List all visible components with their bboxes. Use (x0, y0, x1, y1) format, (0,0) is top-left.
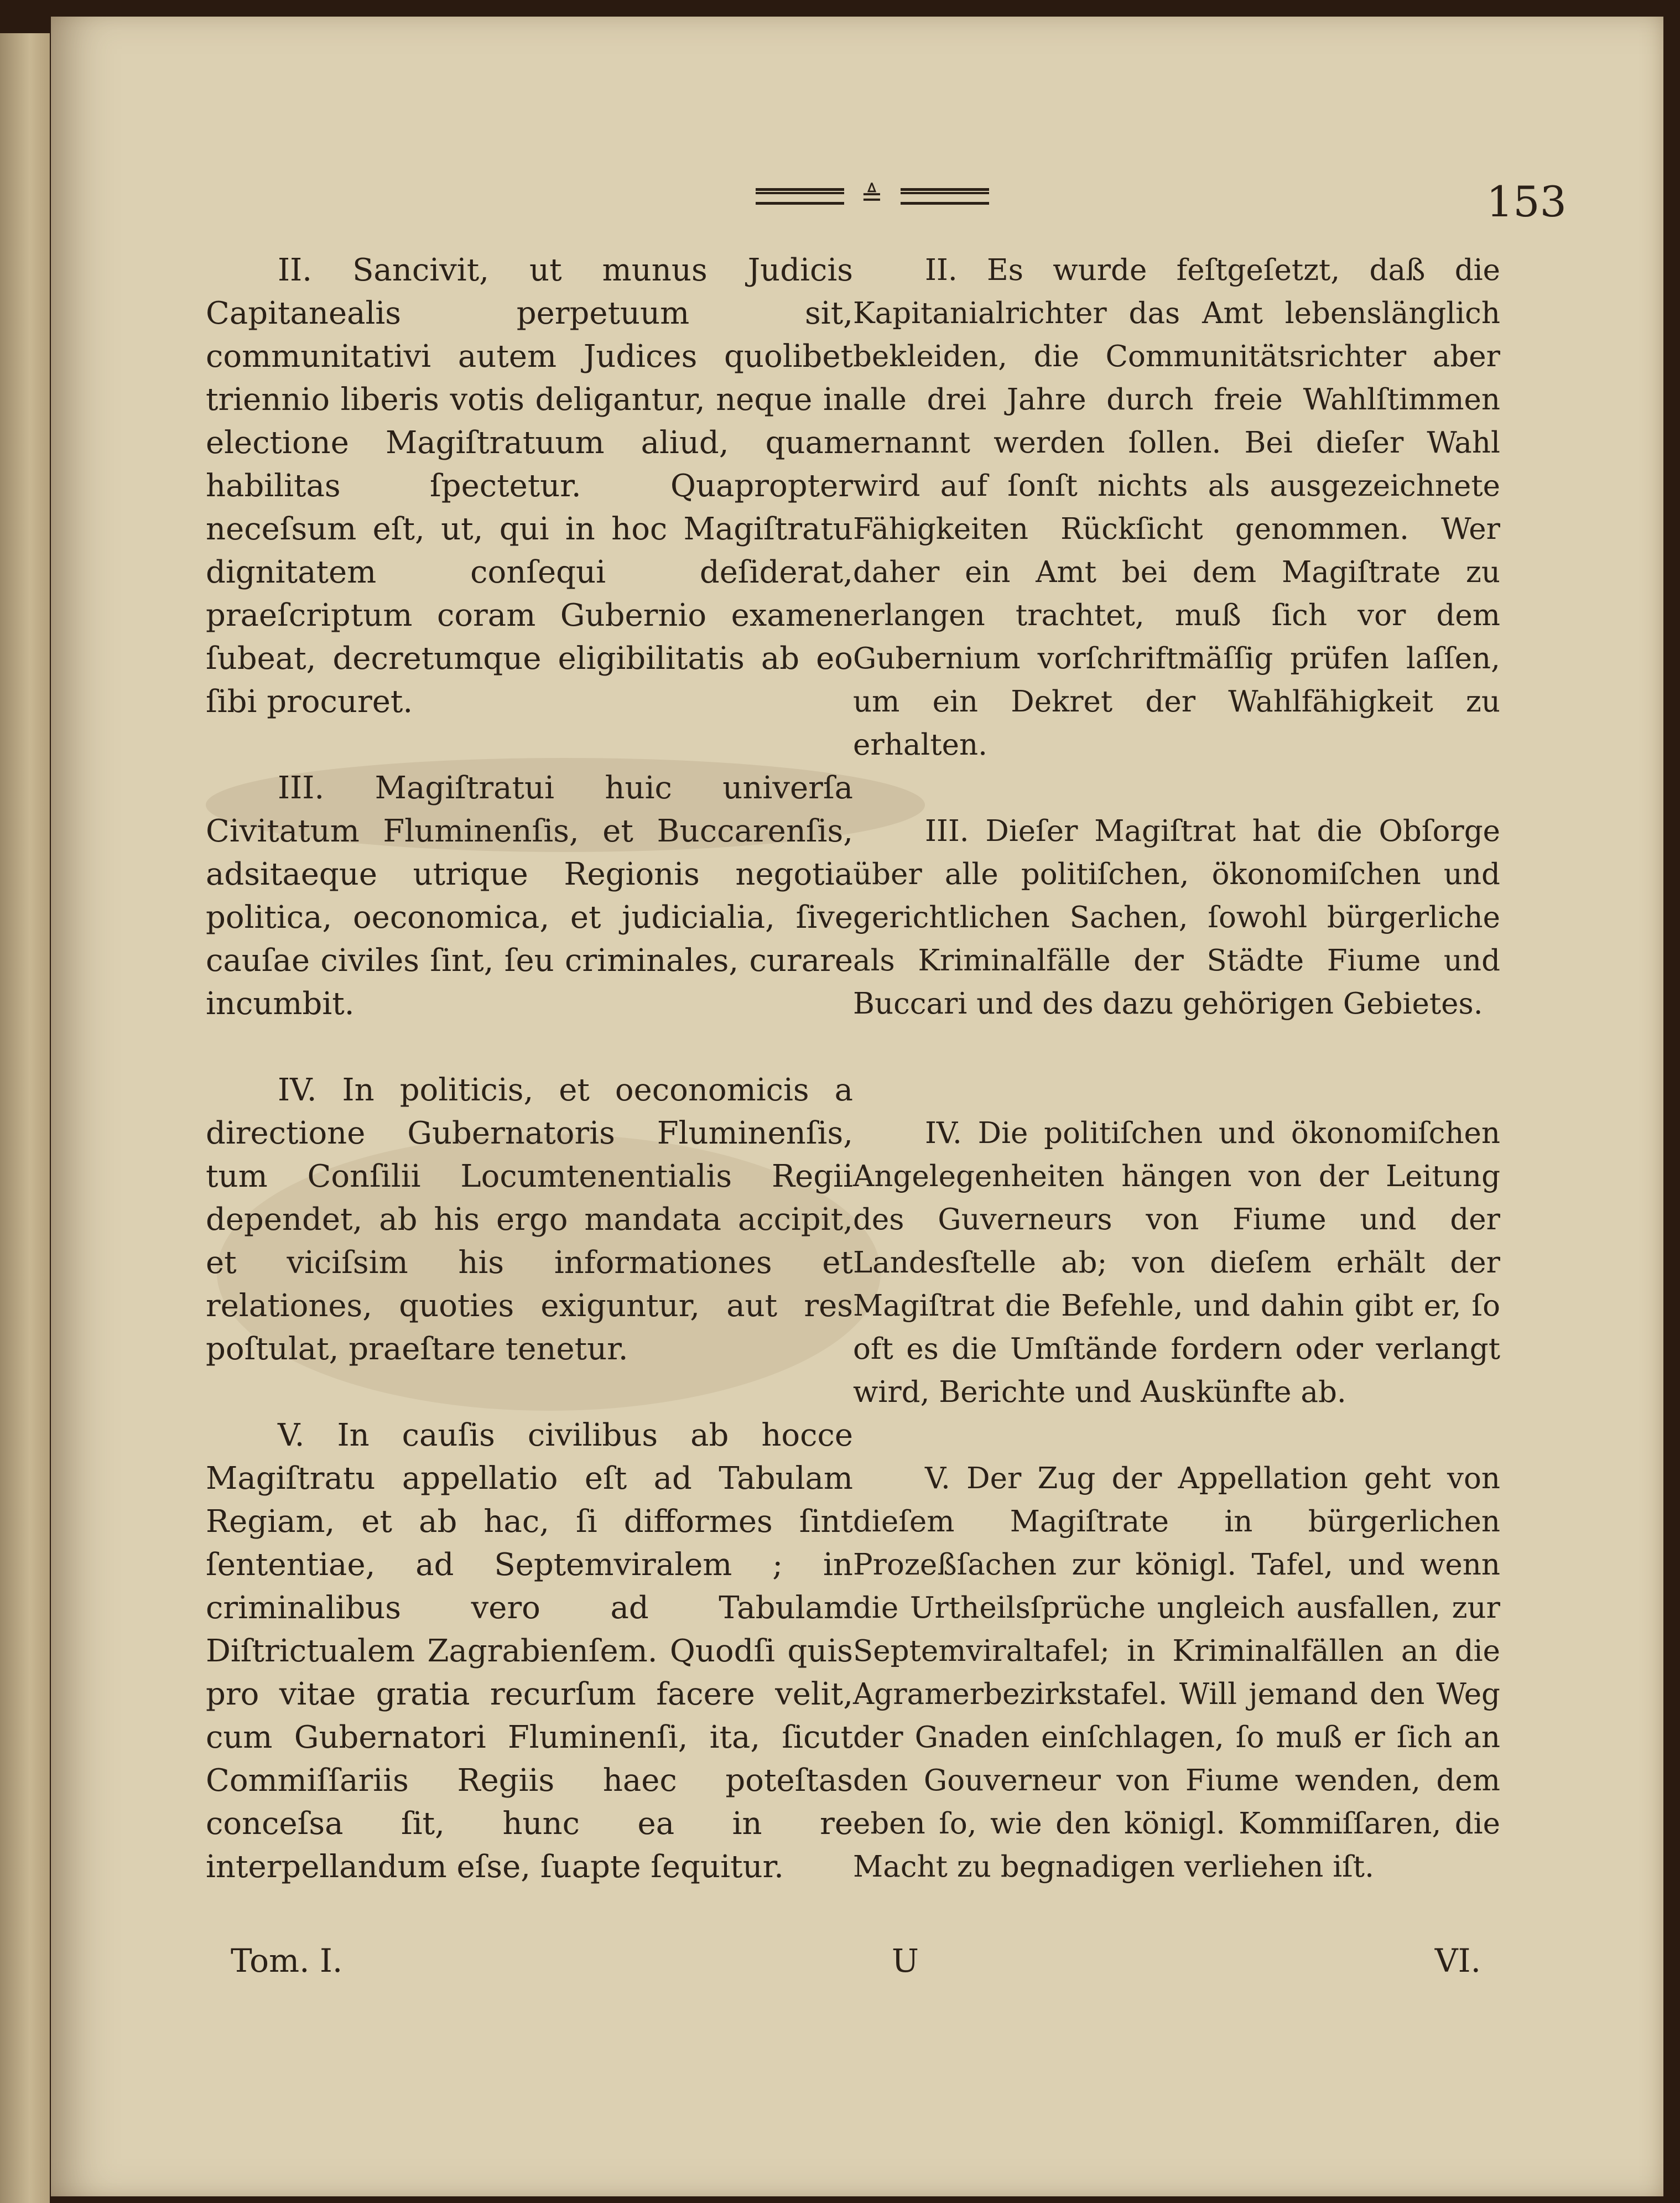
page-number: 153 (1486, 177, 1567, 226)
latin-paragraph-5: V. In cauſis civilibus ab hocce Magiſtratu appellatio eſt ad Tabulam Regiam, et ab hac, ſi difformes ſint ſententiae, ad Septemviralem ; in criminalibus vero ad Tabulam Diſtrictualem Zagrabienſem. Quodſi quis pro vitae gratia recurſum facere velit, cum Gubernatori Fluminenſi, ita, ſicut Commiſſariis Regiis haec poteſtas conceſsa ſit, hunc ea in re interpellandum eſse, ſuapte ſequitur. (206, 1417, 853, 1885)
latin-paragraph-4: IV. In politicis, et oeconomicis a directione Gubernatoris Fluminenſis, tum Conſilii Locumtenentialis Regii dependet, ab his ergo mandata accipit, et viciſsim his informationes et relationes, quoties exiguntur, aut res poſtulat, praeſtare tenetur. (206, 1072, 853, 1367)
catchword: VI. (1434, 1942, 1481, 1979)
german-paragraph-4: IV. Die politiſchen und ökonomiſchen Angelegenheiten hängen von der Leitung des Guverneurs von Fiume und der Landesſtelle ab; von dieſem erhält der Magiſtrat die Befehle, und dahin gibt er, ſo oft es die Umſtände fordern oder verlangt wird, Berichte und Auskünfte ab. (853, 1116, 1500, 1409)
ornament-rule-right (901, 188, 989, 205)
left-page-edge (0, 33, 50, 2203)
header-ornament (695, 183, 1049, 210)
latin-paragraph-2: II. Sancivit, ut munus Judicis Capitanealis perpetuum sit, communitativi autem Judices quolibet triennio liberis votis deligantur, neque in electione Magiſtratuum aliud, quam habilitas ſpectetur. Quapropter neceſsum eſt, ut, qui in hoc Magiſtratu dignitatem conſequi deſiderat, praeſcriptum coram Gubernio examen ſubeat, decretumque eligibilitatis ab eo ſibi procuret. (206, 252, 853, 720)
signature-mark: U (892, 1942, 919, 1979)
latin-column (206, 249, 853, 1889)
ornament-glyph: ≜ (860, 181, 885, 212)
german-paragraph-3: III. Dieſer Magiſtrat hat die Obſorge über alle politiſchen, ökonomiſchen und gerichtlichen Sachen, ſowohl bürgerliche als Kriminalfälle der Städte Fiume und Buccari und des dazu gehörigen Gebietes. (853, 814, 1500, 1021)
german-paragraph-2: II. Es wurde feſtgeſetzt, daß die Kapitanialrichter das Amt lebenslänglich bekleiden, die Communitätsrichter aber alle drei Jahre durch freie Wahlſtimmen ernannt werden ſollen. Bei dieſer Wahl wird auf ſonſt nichts als ausgezeichnete Fähigkeiten Rückſicht genommen. Wer daher ein Amt bei dem Magiſtrate zu erlangen trachtet, muß ſich vor dem Gubernium vorſchriftmäſſig prüfen laſſen, um ein Dekret der Wahlfähigkeit zu erhalten. (853, 253, 1500, 762)
book-page (51, 17, 1663, 2196)
volume-label: Tom. I. (231, 1942, 343, 1979)
german-column (853, 249, 1500, 1889)
page-header (51, 177, 1663, 226)
ornament-rule-left (756, 188, 844, 205)
german-paragraph-5: V. Der Zug der Appellation geht von dieſem Magiſtrate in bürgerlichen Prozeßſachen zur königl. Tafel, und wenn die Urtheilsſprüche ungleich ausfallen, zur Septemviraltafel; in Kriminalfällen an die Agramerbezirkstafel. Will jemand den Weg der Gnaden einſchlagen, ſo muß er ſich an den Gouverneur von Fiume wenden, dem eben ſo, wie den königl. Kommiſſaren, die Macht zu begnadigen verliehen iſt. (853, 1462, 1500, 1884)
page-footer (51, 1942, 1663, 1986)
latin-paragraph-3: III. Magiſtratui huic univerſa Civitatum Fluminenſis, et Buccarenſis, adsitaeque utrique Regionis negotia politica, oeconomica, et judicialia, ſive cauſae civiles ſint, ſeu criminales, curare incumbit. (206, 770, 853, 1022)
